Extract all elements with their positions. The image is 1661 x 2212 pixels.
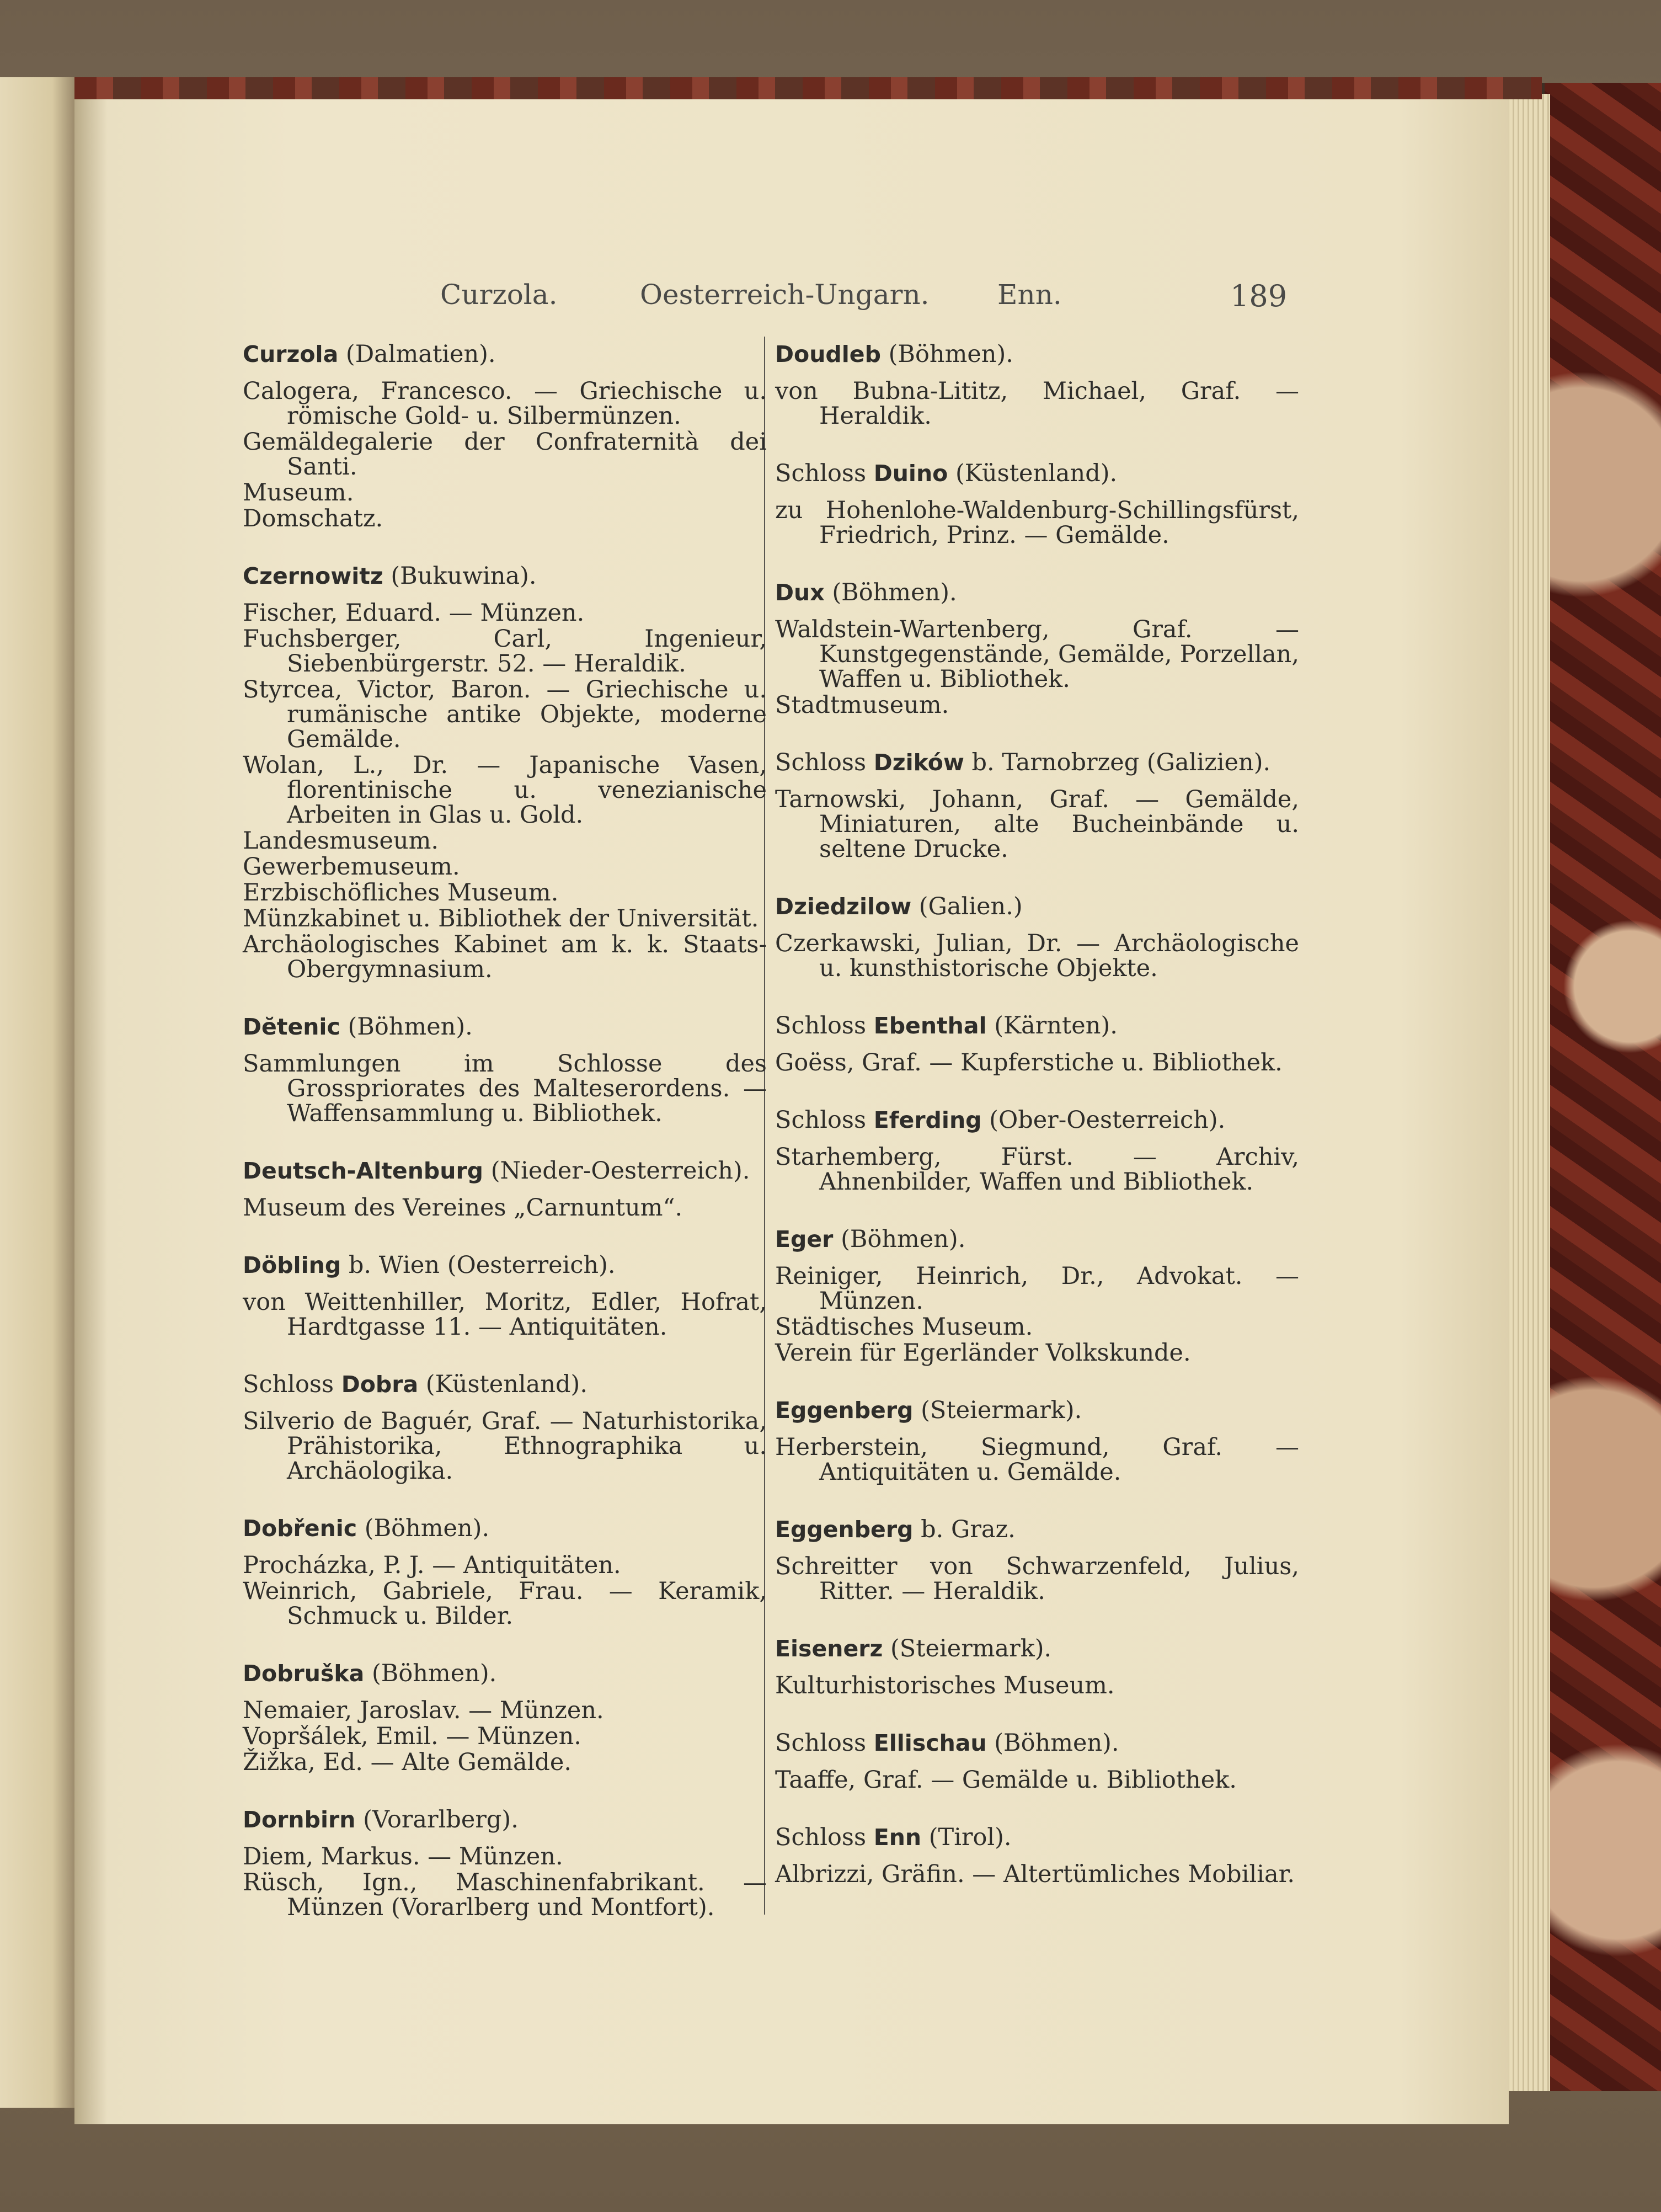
entry-heading — [775, 1728, 1299, 1758]
collection-item: Czerkawski, Julian, Dr. — Archäologische u. kunsthistorische Objekte. — [775, 930, 1299, 982]
entry-place: Dobra — [341, 1371, 419, 1398]
entry-prefix: Schloss — [775, 460, 867, 487]
entry-region: (Vorarlberg). — [363, 1806, 519, 1833]
entry-heading — [243, 1805, 767, 1835]
collection-item: Münzkabinet u. Bibliothek der Universität. — [243, 905, 759, 932]
right-column — [775, 339, 1299, 1917]
entry-heading — [775, 1395, 1299, 1425]
directory-entry — [243, 339, 767, 531]
entry-region: (Steiermark). — [921, 1397, 1082, 1424]
directory-entry — [775, 1395, 1299, 1485]
directory-entry — [243, 1805, 767, 1920]
directory-entry — [775, 578, 1299, 718]
entry-place: Ellischau — [873, 1730, 987, 1756]
collection-item: Archäologisches Kabinet am k. k. Staats-Obergymnasium. — [243, 931, 767, 983]
entry-place: Eferding — [873, 1107, 982, 1133]
entry-region: b. Tarnobrzeg (Galizien). — [971, 749, 1271, 776]
entry-heading — [243, 1369, 767, 1399]
collection-item: Albrizzi, Gräfin. — Altertümliches Mobiliar. — [775, 1861, 1295, 1888]
entry-heading — [243, 561, 767, 591]
entry-heading — [775, 892, 1299, 921]
directory-entry — [243, 1250, 767, 1340]
entry-place: Doudleb — [775, 341, 881, 367]
directory-entry — [775, 1011, 1299, 1075]
entry-heading — [775, 578, 1299, 607]
entry-region: (Galien.) — [918, 893, 1023, 920]
entry-region: (Böhmen). — [832, 579, 957, 606]
directory-entry — [775, 1105, 1299, 1195]
entry-place: Eger — [775, 1226, 834, 1252]
entry-heading — [243, 1250, 767, 1280]
entry-heading — [775, 748, 1299, 777]
entry-heading — [243, 1659, 767, 1688]
entry-prefix: Schloss — [775, 1824, 867, 1851]
entry-place: Ebenthal — [873, 1012, 987, 1039]
entry-region: (Bukuwina). — [391, 562, 537, 590]
directory-entry — [775, 892, 1299, 981]
entry-region: (Böhmen). — [348, 1013, 473, 1041]
entry-heading — [775, 1634, 1299, 1664]
entry-prefix: Schloss — [243, 1371, 334, 1398]
entry-heading — [775, 1515, 1299, 1544]
collection-item: Vopršálek, Emil. — Münzen. — [243, 1723, 581, 1750]
directory-entry — [243, 1513, 767, 1629]
entry-place: Dĕtenic — [243, 1014, 340, 1040]
entry-prefix: Schloss — [775, 1012, 867, 1040]
collection-item: Schreitter von Schwarzenfeld, Julius, Ritter. — Heraldik. — [775, 1553, 1299, 1605]
collection-item: Nemaier, Jaroslav. — Münzen. — [243, 1697, 604, 1724]
collection-item: Calogera, Francesco. — Griechische u. römische Gold- u. Silbermünzen. — [243, 377, 767, 430]
entry-region: (Nieder-Oesterreich). — [490, 1157, 750, 1185]
entry-place: Dziedzilow — [775, 893, 912, 920]
collection-item: Fuchsberger, Carl, Ingenieur, Siebenbürgerstr. 52. — Heraldik. — [243, 625, 767, 678]
collection-item: von Weittenhiller, Moritz, Edler, Hofrat, Hardtgasse 11. — Antiquitäten. — [243, 1288, 767, 1341]
directory-entry — [775, 1822, 1299, 1887]
entry-place: Eggenberg — [775, 1516, 914, 1543]
facing-page-edge — [0, 77, 74, 2108]
collection-item: Wolan, L., Dr. — Japanische Vasen, florentinische u. venezianische Arbeiten in Glas u. Gold. — [243, 751, 767, 829]
entry-region: (Böhmen). — [994, 1729, 1119, 1757]
entry-place: Dux — [775, 579, 825, 606]
entry-region: (Küstenland). — [955, 460, 1118, 487]
collection-item: Gemäldegalerie der Confraternità dei Santi. — [243, 428, 767, 481]
entry-prefix: Schloss — [775, 749, 867, 776]
entry-region: (Böhmen). — [841, 1225, 966, 1253]
directory-entry — [775, 1224, 1299, 1366]
entry-place: Dzików — [873, 749, 964, 776]
entry-heading — [243, 1012, 767, 1042]
entry-region: (Böhmen). — [888, 340, 1013, 368]
directory-entry — [775, 339, 1299, 429]
collection-item: Fischer, Eduard. — Münzen. — [243, 599, 585, 627]
entry-place: Eggenberg — [775, 1397, 914, 1424]
entry-place: Döbling — [243, 1252, 341, 1278]
entry-place: Deutsch-Altenburg — [243, 1158, 484, 1184]
collection-item: Sammlungen im Schlosse des Grosspriorates des Malteserordens. — Waffensammlung u. Bibliothek. — [243, 1050, 767, 1127]
collection-item: Silverio de Baguér, Graf. — Naturhistorika, Prähistorika, Ethnographika u. Archäologika. — [243, 1408, 767, 1485]
entry-region: (Böhmen). — [364, 1515, 490, 1542]
entry-heading — [243, 1156, 767, 1186]
collection-item: Taaffe, Graf. — Gemälde u. Bibliothek. — [775, 1766, 1237, 1794]
entry-heading — [243, 339, 767, 369]
collection-item: Landesmuseum. — [243, 827, 439, 855]
collection-item: Goëss, Graf. — Kupferstiche u. Bibliothek. — [775, 1049, 1283, 1076]
entry-place: Czernowitz — [243, 563, 383, 589]
directory-entry — [775, 1515, 1299, 1604]
directory-entry — [243, 1012, 767, 1126]
collection-item: Tarnowski, Johann, Graf. — Gemälde, Miniaturen, alte Bucheinbände u. seltene Drucke. — [775, 786, 1299, 863]
collection-item: Styrcea, Victor, Baron. — Griechische u. rumänische antike Objekte, moderne Gemälde. — [243, 676, 767, 753]
entry-heading — [775, 339, 1299, 369]
collection-item: Kulturhistorisches Museum. — [775, 1672, 1115, 1699]
running-head-right: Enn. — [997, 279, 1062, 311]
collection-item: Domschatz. — [243, 505, 383, 532]
entry-region: b. Wien (Oesterreich). — [348, 1251, 616, 1279]
collection-item: Museum. — [243, 479, 354, 507]
entry-heading — [775, 1224, 1299, 1254]
running-head-center: Oesterreich-Ungarn. — [640, 279, 930, 311]
collection-item: Waldstein-Wartenberg, Graf. — Kunstgegenstände, Gemälde, Porzellan, Waffen u. Bibliothek. — [775, 616, 1299, 693]
entry-heading — [775, 1011, 1299, 1041]
marbled-cover — [1539, 83, 1661, 2091]
entry-region: b. Graz. — [921, 1516, 1016, 1543]
page-number: 189 — [1230, 279, 1288, 313]
directory-entry — [775, 1728, 1299, 1793]
entry-region: (Kärnten). — [994, 1012, 1118, 1040]
left-column — [243, 339, 767, 1950]
collection-item: Rüsch, Ign., Maschinenfabrikant. — Münzen (Vorarlberg und Montfort). — [243, 1869, 767, 1921]
directory-entry — [243, 1156, 767, 1220]
collection-item: Stadtmuseum. — [775, 691, 949, 719]
directory-entry — [243, 561, 767, 982]
entry-region: (Böhmen). — [371, 1660, 497, 1687]
entry-heading — [243, 1513, 767, 1543]
collection-item: Museum des Vereines „Carnuntum“. — [243, 1194, 683, 1222]
entry-place: Dobruška — [243, 1660, 365, 1687]
collection-item: Gewerbemuseum. — [243, 853, 460, 881]
entry-region: (Steiermark). — [890, 1635, 1052, 1662]
directory-entry — [243, 1369, 767, 1484]
entry-heading — [775, 1822, 1299, 1852]
entry-place: Enn — [873, 1824, 922, 1851]
collection-item: Städtisches Museum. — [775, 1313, 1033, 1341]
entry-place: Dobřenic — [243, 1515, 357, 1542]
top-binding-band — [74, 77, 1542, 99]
entry-heading — [775, 1105, 1299, 1135]
entry-place: Dornbirn — [243, 1806, 356, 1833]
entry-place: Eisenerz — [775, 1635, 883, 1662]
collection-item: Procházka, P. J. — Antiquitäten. — [243, 1552, 621, 1579]
collection-item: Žižka, Ed. — Alte Gemälde. — [243, 1749, 572, 1776]
entry-region: (Dalmatien). — [345, 340, 496, 368]
collection-item: Verein für Egerländer Volkskunde. — [775, 1339, 1191, 1367]
entry-heading — [775, 459, 1299, 488]
directory-entry — [775, 1634, 1299, 1698]
directory-entry — [775, 748, 1299, 862]
collection-item: Erzbischöfliches Museum. — [243, 879, 559, 907]
collection-item: Reiniger, Heinrich, Dr., Advokat. — Münzen. — [775, 1262, 1299, 1315]
collection-item: von Bubna-Lititz, Michael, Graf. — Heraldik. — [775, 377, 1299, 430]
entry-region: (Tirol). — [928, 1824, 1012, 1851]
entry-place: Curzola — [243, 341, 339, 367]
collection-item: Starhemberg, Fürst. — Archiv, Ahnenbilder, Waffen und Bibliothek. — [775, 1143, 1299, 1196]
entry-region: (Küstenland). — [425, 1371, 588, 1398]
collection-item: zu Hohenlohe-Waldenburg-Schillingsfürst, Friedrich, Prinz. — Gemälde. — [775, 497, 1299, 549]
entry-region: (Ober-Oesterreich). — [989, 1106, 1226, 1134]
directory-entry — [243, 1659, 767, 1775]
directory-entry — [775, 459, 1299, 548]
collection-item: Herberstein, Siegmund, Graf. — Antiquitäten u. Gemälde. — [775, 1433, 1299, 1486]
entry-place: Duino — [873, 460, 948, 487]
entry-prefix: Schloss — [775, 1729, 867, 1757]
entry-prefix: Schloss — [775, 1106, 867, 1134]
collection-item: Weinrich, Gabriele, Frau. — Keramik, Schmuck u. Bilder. — [243, 1577, 767, 1630]
running-head-left: Curzola. — [440, 279, 558, 311]
collection-item: Diem, Markus. — Münzen. — [243, 1843, 563, 1870]
